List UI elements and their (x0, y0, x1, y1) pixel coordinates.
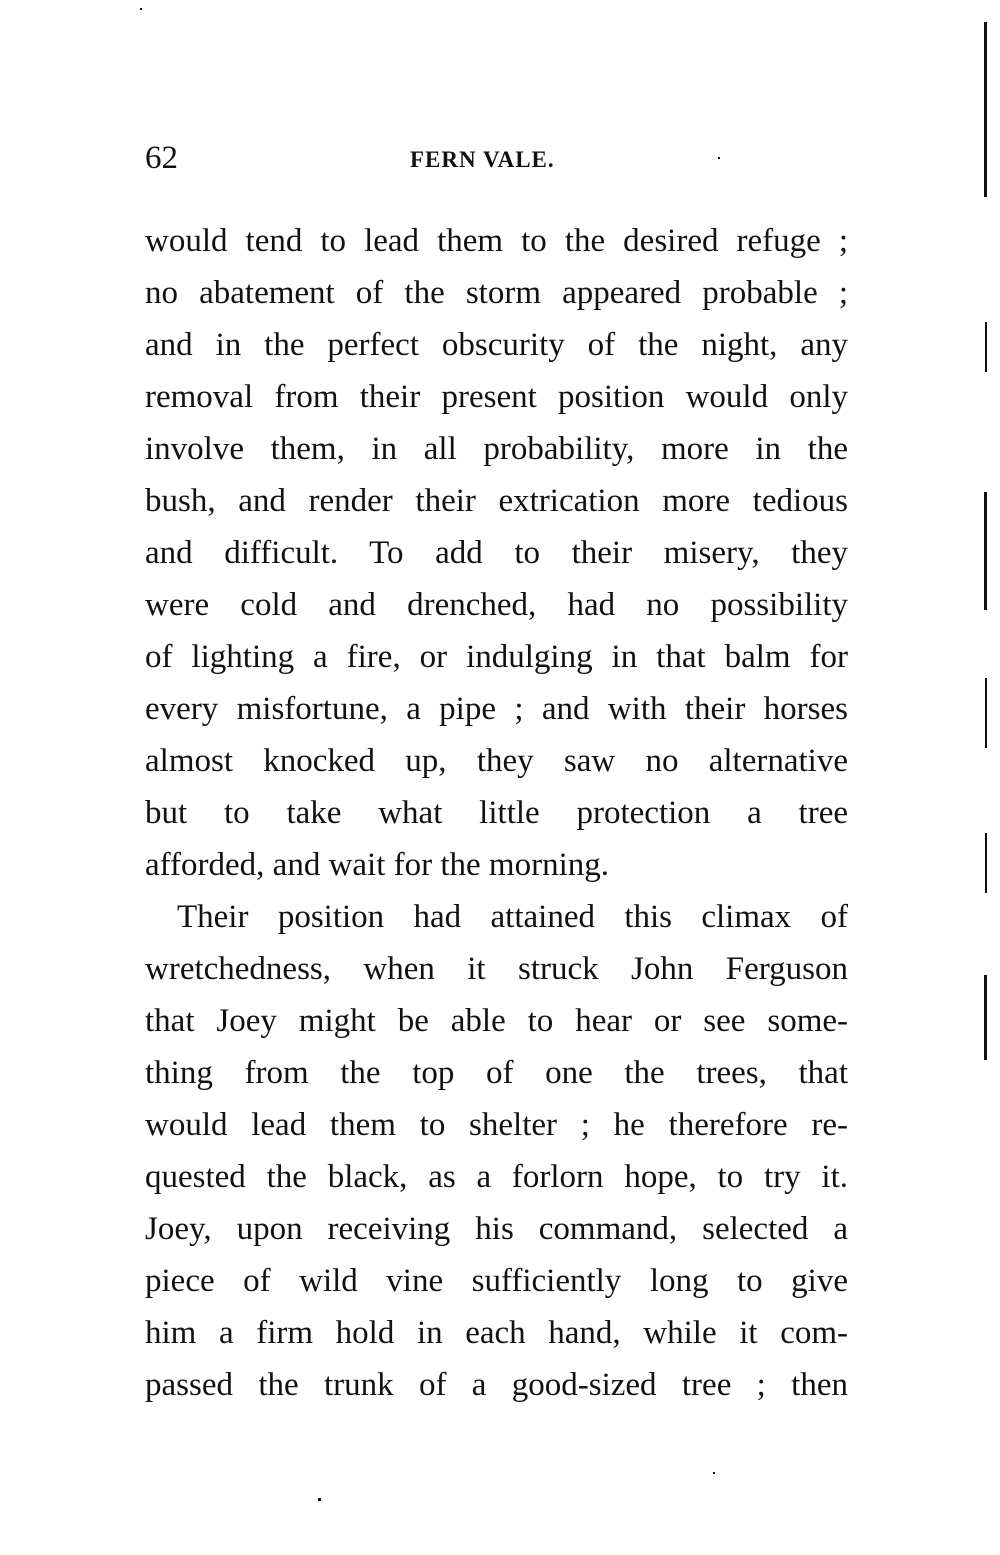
scan-edge-mark (985, 322, 987, 372)
text-line: and difficult. To add to their misery, they (145, 535, 848, 571)
text-line: piece of wild vine sufficiently long to give (145, 1263, 848, 1299)
text-line: afforded, and wait for the morning. (145, 847, 609, 883)
text-line: removal from their present position would only (145, 379, 848, 415)
body-text (145, 215, 848, 1411)
page-header (145, 138, 850, 178)
text-line: involve them, in all probability, more in the (145, 431, 848, 467)
scan-speck (318, 1498, 321, 1501)
text-line: quested the black, as a forlorn hope, to try it. (145, 1159, 848, 1195)
text-line: thing from the top of one the trees, that (145, 1055, 848, 1091)
text-line: and in the perfect obscurity of the night, any (145, 327, 848, 363)
page-number: 62 (145, 140, 178, 176)
text-line: wretchedness, when it struck John Ferguson (145, 951, 848, 987)
text-line: Joey, upon receiving his command, selected a (145, 1211, 848, 1247)
paragraph-2 (145, 891, 848, 1411)
text-line: were cold and drenched, had no possibility (145, 587, 848, 623)
text-line: him a firm hold in each hand, while it com- (145, 1315, 848, 1351)
scan-edge-mark (984, 975, 987, 1060)
text-line: of lighting a fire, or indulging in that balm for (145, 639, 848, 675)
text-line: that Joey might be able to hear or see some- (145, 1003, 848, 1039)
text-line: would tend to lead them to the desired refuge ; (145, 223, 848, 259)
text-line: every misfortune, a pipe ; and with their horses (145, 691, 848, 727)
scan-speck (140, 8, 142, 10)
scan-edge-mark (985, 678, 987, 748)
text-line: but to take what little protection a tree (145, 795, 848, 831)
paragraph-1 (145, 215, 848, 891)
scan-speck (718, 157, 720, 159)
text-line: passed the trunk of a good-sized tree ; then (145, 1367, 848, 1403)
scan-edge-mark (985, 833, 987, 893)
scan-edge-mark (984, 492, 987, 610)
text-line: Their position had attained this climax of (177, 899, 848, 935)
running-title: FERN VALE. (410, 147, 555, 172)
scan-edge-mark (984, 22, 987, 197)
text-line: almost knocked up, they saw no alternative (145, 743, 848, 779)
text-line: no abatement of the storm appeared probable ; (145, 275, 848, 311)
scan-speck (713, 1472, 715, 1474)
text-line: bush, and render their extrication more tedious (145, 483, 848, 519)
text-line: would lead them to shelter ; he therefore re- (145, 1107, 848, 1143)
